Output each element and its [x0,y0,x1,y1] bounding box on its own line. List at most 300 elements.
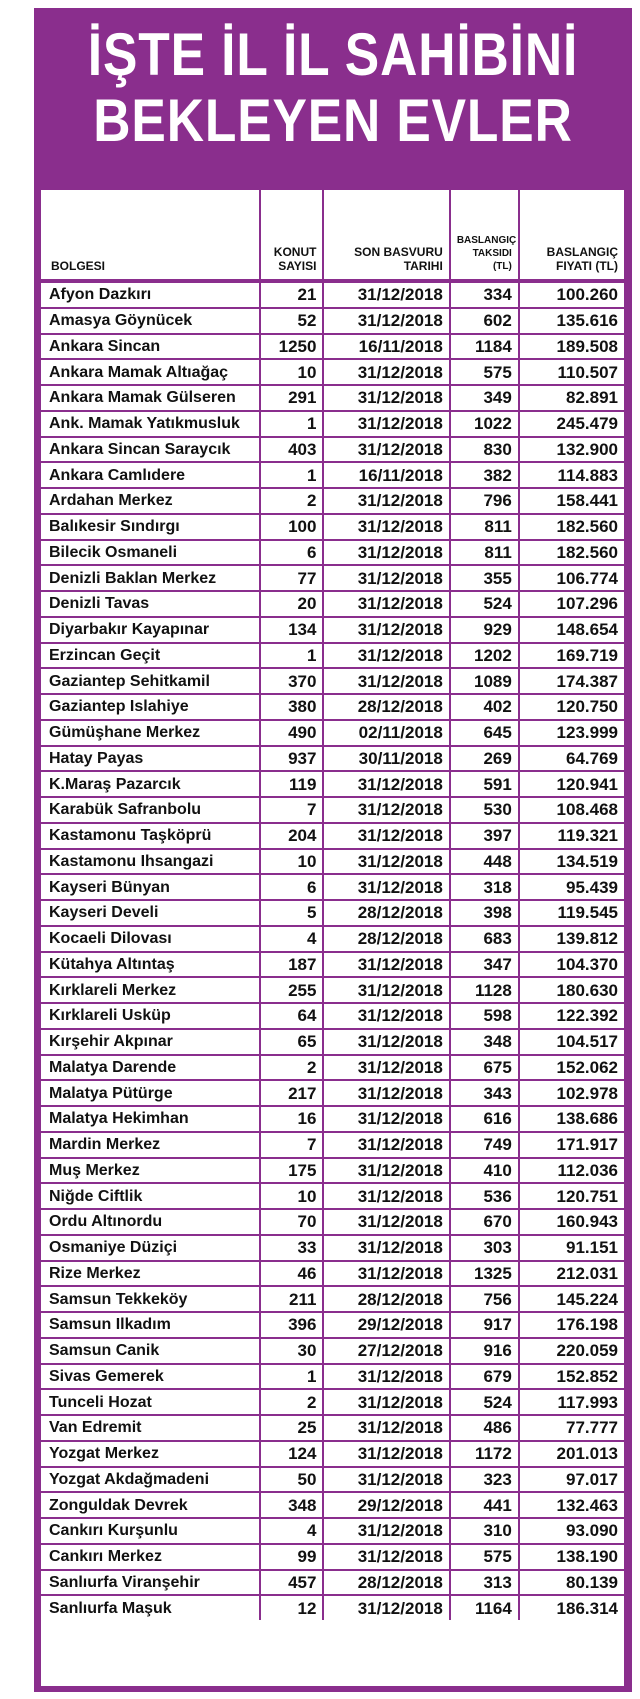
cell-installment: 830 [450,437,519,463]
cell-installment: 397 [450,823,519,849]
cell-deadline: 31/12/2018 [323,437,449,463]
table-row [41,334,624,360]
cell-region: Kırklareli Usküp [41,1003,260,1029]
cell-price: 120.750 [519,694,624,720]
cell-price: 97.017 [519,1467,624,1493]
cell-count: 50 [260,1467,324,1493]
cell-price: 186.314 [556,1598,618,1618]
header-count: KONUT SAYISI [260,190,324,281]
table-row [41,1518,624,1544]
cell-deadline: 31/12/2018 [323,874,449,900]
cell-count: 10 [260,1183,324,1209]
cell-price: 169.719 [519,643,624,669]
cell-installment: 749 [450,1132,519,1158]
cell-price: 152.062 [519,1055,624,1081]
table-row [41,437,624,463]
cell-installment: 1172 [450,1441,519,1467]
cell-installment: 448 [450,849,519,875]
cell-count: 396 [260,1312,324,1338]
cell-deadline: 31/12/2018 [323,591,449,617]
cell-region: Mardin Merkez [41,1132,260,1158]
cell-deadline: 31/12/2018 [323,952,449,978]
cell-deadline: 29/12/2018 [323,1312,449,1338]
cell-region: Kastamonu Taşköprü [41,823,260,849]
cell-count: 25 [260,1415,324,1441]
cell-region: Samsun Ilkadım [41,1312,260,1338]
cell-price: 212.031 [519,1261,624,1287]
cell-deadline: 02/11/2018 [323,720,449,746]
cell-deadline: 28/12/2018 [323,1286,449,1312]
cell-region: Ankara Sincan [41,334,260,360]
headline [76,22,590,154]
cell-installment: 1128 [450,977,519,1003]
table-row [41,643,624,669]
headline-line-2: BEKLEYEN EVLER [93,87,573,154]
cell-deadline: 31/12/2018 [323,1415,449,1441]
cell-region: Kütahya Altıntaş [41,952,260,978]
cell-deadline: 31/12/2018 [323,1106,449,1132]
cell-price: 138.686 [519,1106,624,1132]
cell-price: 135.616 [519,308,624,334]
table-row [41,1132,624,1158]
cell-count: 175 [260,1158,324,1184]
cell-count: 12 [260,1595,324,1620]
cell-installment: 303 [450,1235,519,1261]
cell-installment: 598 [450,1003,519,1029]
table-row [41,281,624,308]
table-row [41,1570,624,1596]
cell-count: 30 [260,1338,324,1364]
cell-price: 139.812 [519,926,624,952]
cell-price: 108.468 [519,797,624,823]
cell-deadline: 28/12/2018 [323,926,449,952]
cell-price: 138.190 [519,1544,624,1570]
cell-deadline: 31/12/2018 [323,411,449,437]
cell-installment: 313 [450,1570,519,1596]
cell-price: 152.852 [519,1364,624,1390]
cell-count: 1 [260,643,324,669]
header-price: BASLANGIÇ FIYATI (TL) [519,190,624,281]
cell-count: 7 [260,797,324,823]
cell-region: Malatya Darende [41,1055,260,1081]
table-row [41,359,624,385]
cell-region: Tunceli Hozat [41,1389,260,1415]
cell-region: Rize Merkez [41,1261,260,1287]
header-installment: BASLANGIÇ TAKSIDI (TL) [450,190,519,281]
cell-count: 2 [260,1055,324,1081]
cell-region: Balıkesir Sındırgı [41,514,260,540]
cell-count: 187 [260,952,324,978]
cell-price: 106.774 [519,565,624,591]
cell-price: 120.941 [519,771,624,797]
cell-deadline: 31/12/2018 [323,1029,449,1055]
cell-region: Karabük Safranbolu [41,797,260,823]
cell-installment: 410 [450,1158,519,1184]
cell-price: 102.978 [519,1080,624,1106]
cell-installment: 575 [450,1544,519,1570]
cell-count: 370 [260,668,324,694]
cell-price: 112.036 [519,1158,624,1184]
cell-deadline: 28/12/2018 [323,900,449,926]
table-row [41,977,624,1003]
cell-count: 4 [260,926,324,952]
cell-count: 937 [260,746,324,772]
cell-deadline: 31/12/2018 [323,643,449,669]
cell-region: Kayseri Bünyan [41,874,260,900]
cell-region: Ankara Mamak Gülseren [41,385,260,411]
cell-deadline: 31/12/2018 [323,1080,449,1106]
table-row [41,591,624,617]
cell-installment: 811 [450,514,519,540]
cell-installment: 670 [450,1209,519,1235]
cell-count: 1 [260,411,324,437]
cell-installment: 441 [450,1492,519,1518]
cell-count: 4 [260,1518,324,1544]
cell-deadline: 31/12/2018 [323,668,449,694]
cell-installment: 530 [450,797,519,823]
cell-deadline: 31/12/2018 [323,488,449,514]
cell-deadline: 31/12/2018 [323,1467,449,1493]
cell-count: 217 [260,1080,324,1106]
cell-count: 403 [260,437,324,463]
cell-count: 457 [260,1570,324,1596]
cell-region: Ankara Camlıdere [41,462,260,488]
cell-region: Amasya Göynücek [41,308,260,334]
cell-installment: 536 [450,1183,519,1209]
cell-price: 100.260 [519,281,624,308]
cell-installment: 796 [450,488,519,514]
cell-region: Samsun Canik [41,1338,260,1364]
cell-count: 46 [260,1261,324,1287]
cell-price: 189.508 [519,334,624,360]
cell-deadline: 31/12/2018 [323,849,449,875]
cell-price: 77.777 [519,1415,624,1441]
cell-price: 80.139 [519,1570,624,1596]
cell-region: Diyarbakır Kayapınar [41,617,260,643]
cell-deadline: 28/12/2018 [323,1570,449,1596]
cell-region: Cankırı Merkez [41,1544,260,1570]
cell-price: 182.560 [519,514,624,540]
cell-region: Gaziantep Sehitkamil [41,668,260,694]
cell-price: 245.479 [519,411,624,437]
table-row [41,926,624,952]
table-row [41,462,624,488]
cell-region: Osmaniye Düziçi [41,1235,260,1261]
cell-count: 204 [260,823,324,849]
cell-region: Denizli Tavas [41,591,260,617]
cell-installment: 602 [450,308,519,334]
table-row [41,1312,624,1338]
cell-count: 33 [260,1235,324,1261]
cell-deadline: 31/12/2018 [323,1235,449,1261]
cell-deadline: 31/12/2018 [323,1209,449,1235]
table-row [41,797,624,823]
table-row [41,694,624,720]
table-row [41,874,624,900]
cell-count: 16 [260,1106,324,1132]
cell-count: 2 [260,1389,324,1415]
header-deadline: SON BASVURU TARIHI [323,190,449,281]
cell-deadline: 31/12/2018 [323,1261,449,1287]
cell-deadline: 31/12/2018 [323,1441,449,1467]
table-row [41,1467,624,1493]
cell-installment: 382 [450,462,519,488]
cell-price: 182.560 [519,540,624,566]
table-row [41,1158,624,1184]
cell-count: 52 [260,308,324,334]
cell-installment: 343 [450,1080,519,1106]
cell-installment: 616 [450,1106,519,1132]
cell-price: 120.751 [519,1183,624,1209]
cell-count: 134 [260,617,324,643]
cell-region: Gaziantep Islahiye [41,694,260,720]
cell-price: 82.891 [519,385,624,411]
table-row [41,668,624,694]
cell-price: 93.090 [519,1518,624,1544]
table-row [41,565,624,591]
cell-deadline: 16/11/2018 [323,334,449,360]
cell-region: Sanlıurfa Maşuk [41,1595,260,1620]
cell-price: 119.545 [519,900,624,926]
cell-count: 2 [260,488,324,514]
cell-deadline: 31/12/2018 [323,1132,449,1158]
cell-installment: 1325 [450,1261,519,1287]
header-region: BOLGESI [41,190,260,281]
cell-region: Denizli Baklan Merkez [41,565,260,591]
cell-price: 117.993 [519,1389,624,1415]
cell-deadline: 28/12/2018 [323,694,449,720]
cell-region: Sivas Gemerek [41,1364,260,1390]
cell-region: Kırklareli Merkez [41,977,260,1003]
cell-price: 145.224 [519,1286,624,1312]
cell-installment: 683 [450,926,519,952]
cell-deadline: 31/12/2018 [323,540,449,566]
cell-count: 124 [260,1441,324,1467]
cell-deadline: 31/12/2018 [323,977,449,1003]
table-row [41,1441,624,1467]
cell-price: 134.519 [519,849,624,875]
cell-installment: 398 [450,900,519,926]
table-row [41,1364,624,1390]
cell-price: 64.769 [519,746,624,772]
cell-installment: 1202 [450,643,519,669]
housing-table-container [41,190,624,1686]
cell-count: 380 [260,694,324,720]
cell-region: Bilecik Osmaneli [41,540,260,566]
table-row [41,1106,624,1132]
cell-count: 490 [260,720,324,746]
table-row [41,746,624,772]
cell-price: 114.883 [519,462,624,488]
cell-deadline: 31/12/2018 [323,617,449,643]
cell-count: 10 [260,849,324,875]
cell-deadline: 31/12/2018 [323,1364,449,1390]
cell-deadline: 31/12/2018 [323,514,449,540]
cell-deadline: 31/12/2018 [323,565,449,591]
cell-installment: 756 [450,1286,519,1312]
table-row [41,1183,624,1209]
cell-installment: 349 [450,385,519,411]
cell-region: Erzincan Geçit [41,643,260,669]
cell-region: Niğde Ciftlik [41,1183,260,1209]
cell-price: 123.999 [519,720,624,746]
cell-deadline: 31/12/2018 [323,281,449,308]
table-row [41,1492,624,1518]
cell-region: Kocaeli Dilovası [41,926,260,952]
table-row [41,1544,624,1570]
cell-region: Kırşehir Akpınar [41,1029,260,1055]
cell-price: 132.463 [519,1492,624,1518]
cell-count: 10 [260,359,324,385]
cell-count: 99 [260,1544,324,1570]
cell-count: 6 [260,874,324,900]
table-body [41,281,624,1620]
cell-region: Kayseri Develi [41,900,260,926]
table-row [41,849,624,875]
cell-count: 65 [260,1029,324,1055]
cell-deadline: 31/12/2018 [323,1518,449,1544]
cell-region: Malatya Pütürge [41,1080,260,1106]
cell-installment: 917 [450,1312,519,1338]
cell-region: Gümüşhane Merkez [41,720,260,746]
cell-installment: 269 [450,746,519,772]
cell-deadline: 29/12/2018 [323,1492,449,1518]
cell-deadline: 31/12/2018 [323,1183,449,1209]
cell-region: Ordu Altınordu [41,1209,260,1235]
cell-region: Yozgat Akdağmadeni [41,1467,260,1493]
cell-installment: 524 [450,591,519,617]
cell-deadline: 31/12/2018 [323,1158,449,1184]
cell-count: 7 [260,1132,324,1158]
table-row [41,1415,624,1441]
cell-price: 91.151 [519,1235,624,1261]
cell-installment: 929 [450,617,519,643]
cell-price: 180.630 [519,977,624,1003]
cell-installment: 355 [450,565,519,591]
cell-deadline: 31/12/2018 [323,1544,449,1570]
cell-price: 122.392 [519,1003,624,1029]
cell-price: 104.517 [519,1029,624,1055]
cell-deadline: 30/11/2018 [323,746,449,772]
table-row [41,1055,624,1081]
table-row [41,1595,624,1620]
cell-count: 119 [260,771,324,797]
table-header-row [41,190,624,281]
cell-deadline: 31/12/2018 [323,1003,449,1029]
cell-region: K.Maraş Pazarcık [41,771,260,797]
cell-price: 158.441 [519,488,624,514]
housing-list-panel [34,8,632,1692]
table-row [41,488,624,514]
cell-deadline: 31/12/2018 [323,1055,449,1081]
table-row [41,1029,624,1055]
cell-price: 95.439 [519,874,624,900]
cell-installment: 916 [450,1338,519,1364]
cell-region: Kastamonu Ihsangazi [41,849,260,875]
cell-price: 160.943 [519,1209,624,1235]
cell-installment: 347 [450,952,519,978]
table-row [41,1286,624,1312]
table-row [41,1389,624,1415]
table-row [41,1080,624,1106]
cell-region: Hatay Payas [41,746,260,772]
cell-region: Malatya Hekimhan [41,1106,260,1132]
housing-table [41,190,624,1620]
cell-price: 110.507 [519,359,624,385]
table-row [41,720,624,746]
cell-deadline: 31/12/2018 [323,385,449,411]
cell-deadline: 31/12/2018 [323,797,449,823]
cell-region: Ardahan Merkez [41,488,260,514]
cell-region: Van Edremit [41,1415,260,1441]
table-row [41,952,624,978]
cell-installment: 402 [450,694,519,720]
cell-region: Muş Merkez [41,1158,260,1184]
cell-installment: 811 [450,540,519,566]
cell-deadline: 31/12/2018 [323,771,449,797]
table-row [41,617,624,643]
cell-region: Cankırı Kurşunlu [41,1518,260,1544]
cell-deadline: 31/12/2018 [323,1389,449,1415]
cell-price: 174.387 [519,668,624,694]
cell-price: 201.013 [519,1441,624,1467]
table-row [41,771,624,797]
cell-region: Zonguldak Devrek [41,1492,260,1518]
cell-installment: 310 [450,1518,519,1544]
cell-installment: 679 [450,1364,519,1390]
cell-deadline: 31/12/2018 [323,308,449,334]
cell-installment: 318 [450,874,519,900]
cell-region: Ankara Sincan Saraycık [41,437,260,463]
cell-count: 100 [260,514,324,540]
cell-installment: 675 [450,1055,519,1081]
cell-price: 104.370 [519,952,624,978]
cell-price: 220.059 [519,1338,624,1364]
cell-count: 6 [260,540,324,566]
table-row [41,1003,624,1029]
table-row [41,900,624,926]
cell-count: 77 [260,565,324,591]
cell-installment: 1184 [450,334,519,360]
cell-price: 171.917 [519,1132,624,1158]
cell-price: 148.654 [519,617,624,643]
table-row [41,385,624,411]
table-row [41,823,624,849]
cell-count: 1250 [260,334,324,360]
table-row [41,540,624,566]
cell-installment: 1164 [450,1595,519,1620]
cell-count: 21 [260,281,324,308]
cell-count: 5 [260,900,324,926]
table-row [41,1261,624,1287]
table-row [41,1209,624,1235]
table-row [41,308,624,334]
cell-installment: 524 [450,1389,519,1415]
cell-region: Sanlıurfa Viranşehir [41,1570,260,1596]
cell-region: Afyon Dazkırı [41,281,260,308]
cell-installment: 575 [450,359,519,385]
cell-price: 132.900 [519,437,624,463]
cell-count: 64 [260,1003,324,1029]
cell-deadline: 31/12/2018 [323,1595,449,1620]
cell-count: 255 [260,977,324,1003]
table-row [41,514,624,540]
cell-count: 70 [260,1209,324,1235]
cell-installment: 1089 [450,668,519,694]
cell-count: 291 [260,385,324,411]
cell-count: 1 [260,1364,324,1390]
cell-region: Yozgat Merkez [41,1441,260,1467]
